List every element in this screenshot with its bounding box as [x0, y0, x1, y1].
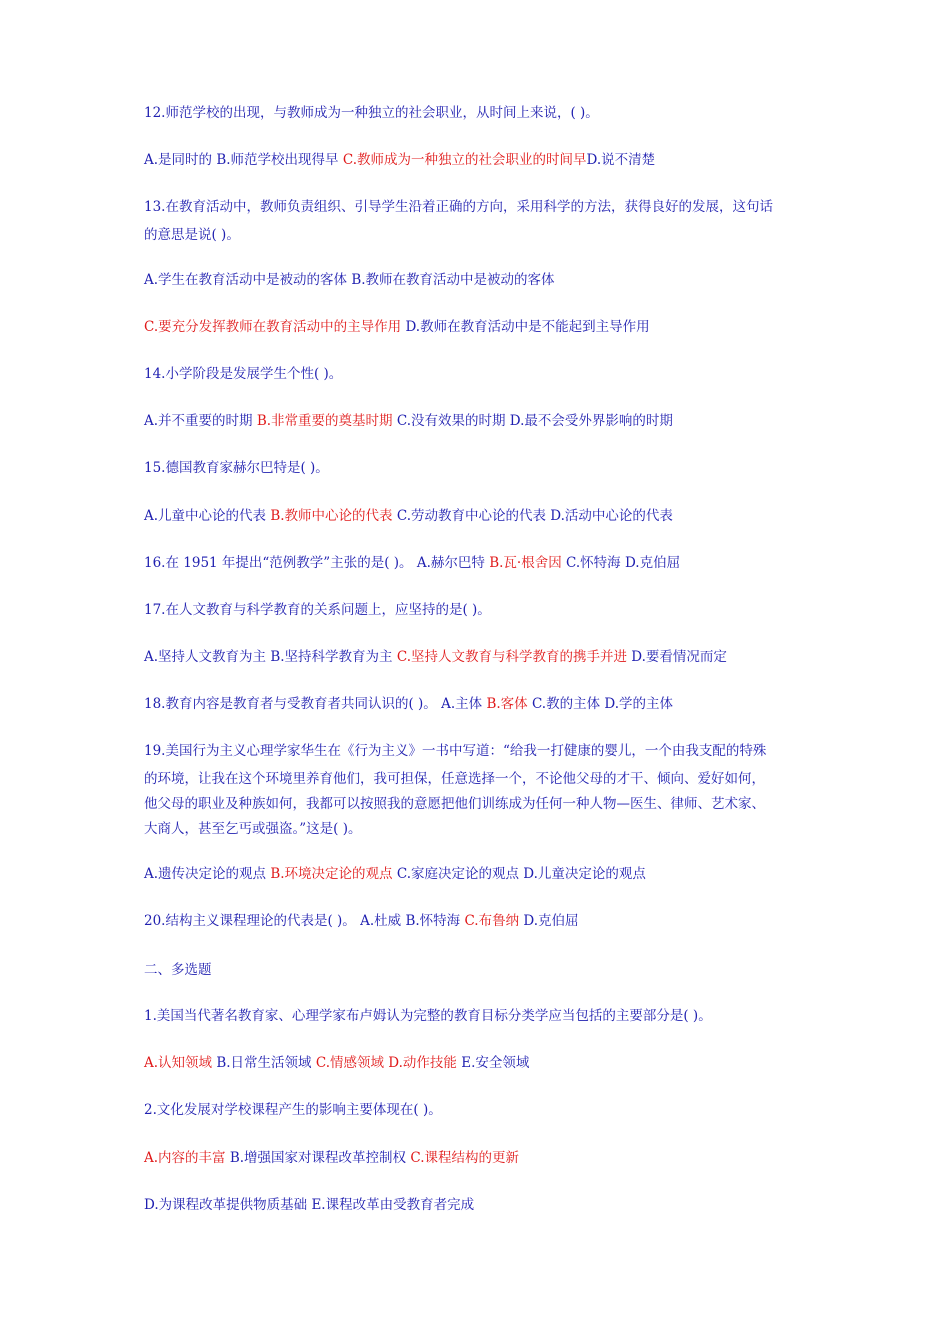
option-d: D.说不清楚 — [586, 152, 656, 168]
option-d: D.活动中心论的代表 — [550, 508, 673, 524]
multi-question-1-stem: 1.美国当代著名教育家、心理学家布卢姆认为完整的教育目标分类学应当包括的主要部分是( )。 — [144, 1008, 712, 1024]
option-d: D.克伯屈 — [624, 555, 681, 571]
question-13-stem-line1: 13.在教育活动中，教师负责组织、引导学生沿着正确的方向，采用科学的方法，获得良好的发展，这句话 — [144, 199, 773, 215]
option-d: D.教师在教育活动中是不能起到主导作用 — [405, 319, 650, 335]
option-b: B.坚持科学教育为主 — [270, 649, 393, 665]
option-c-answer: C.坚持人文教育与科学教育的携手并进 — [396, 649, 627, 665]
option-a: A.赫尔巴特 — [416, 555, 485, 571]
multi-question-2-options-abc — [144, 1146, 824, 1170]
option-a: A.儿童中心论的代表 — [144, 508, 267, 524]
option-e: E.课程改革由受教育者完成 — [311, 1197, 475, 1213]
option-c-answer: C.情感领域 — [315, 1055, 384, 1071]
option-c-answer: C.布鲁纳 — [464, 913, 520, 929]
option-a: A.主体 — [441, 696, 483, 712]
option-a: A.是同时的 — [144, 152, 213, 168]
question-17-stem: 17.在人文教育与科学教育的关系问题上，应坚持的是( )。 — [144, 602, 491, 618]
multi-question-1-options — [144, 1051, 824, 1075]
question-13-stem-line2: 的意思是说( )。 — [144, 227, 240, 243]
option-d: D.要看情况而定 — [631, 649, 727, 665]
question-12-options — [144, 148, 824, 172]
option-d: D.儿童决定论的观点 — [523, 866, 646, 882]
question-14-stem: 14.小学阶段是发展学生个性( )。 — [144, 366, 343, 382]
question-15-stem: 15.德国教育家赫尔巴特是( )。 — [144, 460, 329, 476]
option-a: A.学生在教育活动中是被动的客体 — [144, 272, 348, 288]
option-c: C.怀特海 — [566, 555, 621, 571]
option-b: B.怀特海 — [405, 913, 461, 929]
option-a: A.并不重要的时期 — [144, 413, 253, 429]
multi-question-2-stem: 2.文化发展对学校课程产生的影响主要体现在( )。 — [144, 1102, 442, 1118]
option-c: C.没有效果的时期 — [396, 413, 506, 429]
option-b: B.师范学校出现得早 — [216, 152, 339, 168]
question-13-options-cd — [144, 315, 824, 339]
question-15-options — [144, 504, 824, 528]
option-d: D.为课程改革提供物质基础 — [144, 1197, 308, 1213]
option-b-answer: B.非常重要的奠基时期 — [256, 413, 393, 429]
option-c: C.教的主体 — [531, 696, 601, 712]
question-18: 18.教育内容是教育者与受教育者共同认识的( )。 A.主体 B.客体 C.教的主体 D.学的主体 — [144, 696, 674, 712]
question-19-line2: 的环境，让我在这个环境里养育他们，我可担保，任意选择一个，不论他父母的才干、倾向、爱好如何， — [144, 771, 765, 787]
option-e: E.安全领域 — [461, 1055, 530, 1071]
option-d: D.克伯屈 — [523, 913, 579, 929]
option-b-answer: B.瓦·根舍因 — [489, 555, 562, 571]
option-c: C.家庭决定论的观点 — [396, 866, 519, 882]
question-19-line1: 19.美国行为主义心理学家华生在《行为主义》一书中写道：“给我一打健康的婴儿，一个由我支配的特殊 — [144, 743, 767, 759]
option-c-answer: C.课程结构的更新 — [410, 1150, 519, 1166]
question-19-options — [144, 862, 824, 886]
option-a-answer: A.认知领域 — [144, 1055, 213, 1071]
option-a: A.坚持人文教育为主 — [144, 649, 267, 665]
question-19-line4: 大商人，甚至乞丐或强盗。”这是( )。 — [144, 821, 362, 837]
option-c-answer: C.教师成为一种独立的社会职业的时间早 — [342, 152, 587, 168]
option-b: B.教师在教育活动中是被动的客体 — [351, 272, 555, 288]
option-a: A.遗传决定论的观点 — [144, 866, 267, 882]
option-d: D.最不会受外界影响的时期 — [509, 413, 673, 429]
option-b-answer: B.环境决定论的观点 — [270, 866, 393, 882]
multi-question-2-options-de — [144, 1193, 824, 1217]
option-b-answer: B.客体 — [486, 696, 528, 712]
option-d: D.学的主体 — [604, 696, 674, 712]
option-c-answer: C.要充分发挥教师在教育活动中的主导作用 — [144, 319, 402, 335]
option-a: A.杜威 — [360, 913, 402, 929]
question-14-options — [144, 409, 824, 433]
question-17-options — [144, 645, 824, 669]
option-b: B.日常生活领域 — [216, 1055, 312, 1071]
section-heading-multiple-choice: 二、多选题 — [144, 962, 212, 978]
question-20: 20.结构主义课程理论的代表是( )。 A.杜威 B.怀特海 C.布鲁纳 D.克伯屈 — [144, 913, 579, 929]
question-19-line3: 他父母的职业及种族如何，我都可以按照我的意愿把他们训练成为任何一种人物—医生、律师、艺术家、 — [144, 796, 765, 812]
option-b: B.增强国家对课程改革控制权 — [229, 1150, 407, 1166]
question-16: 16.在 1951 年提出“范例教学”主张的是( )。 A.赫尔巴特 B.瓦·根舍因 C.怀特海 D.克伯屈 — [144, 555, 681, 571]
question-12-stem: 12.师范学校的出现，与教师成为一种独立的社会职业，从时间上来说，( )。 — [144, 105, 599, 121]
option-a-answer: A.内容的丰富 — [144, 1150, 226, 1166]
question-13-options-ab — [144, 268, 824, 292]
option-d-answer: D.动作技能 — [388, 1055, 457, 1071]
option-b-answer: B.教师中心论的代表 — [270, 508, 393, 524]
option-c: C.劳动教育中心论的代表 — [396, 508, 546, 524]
